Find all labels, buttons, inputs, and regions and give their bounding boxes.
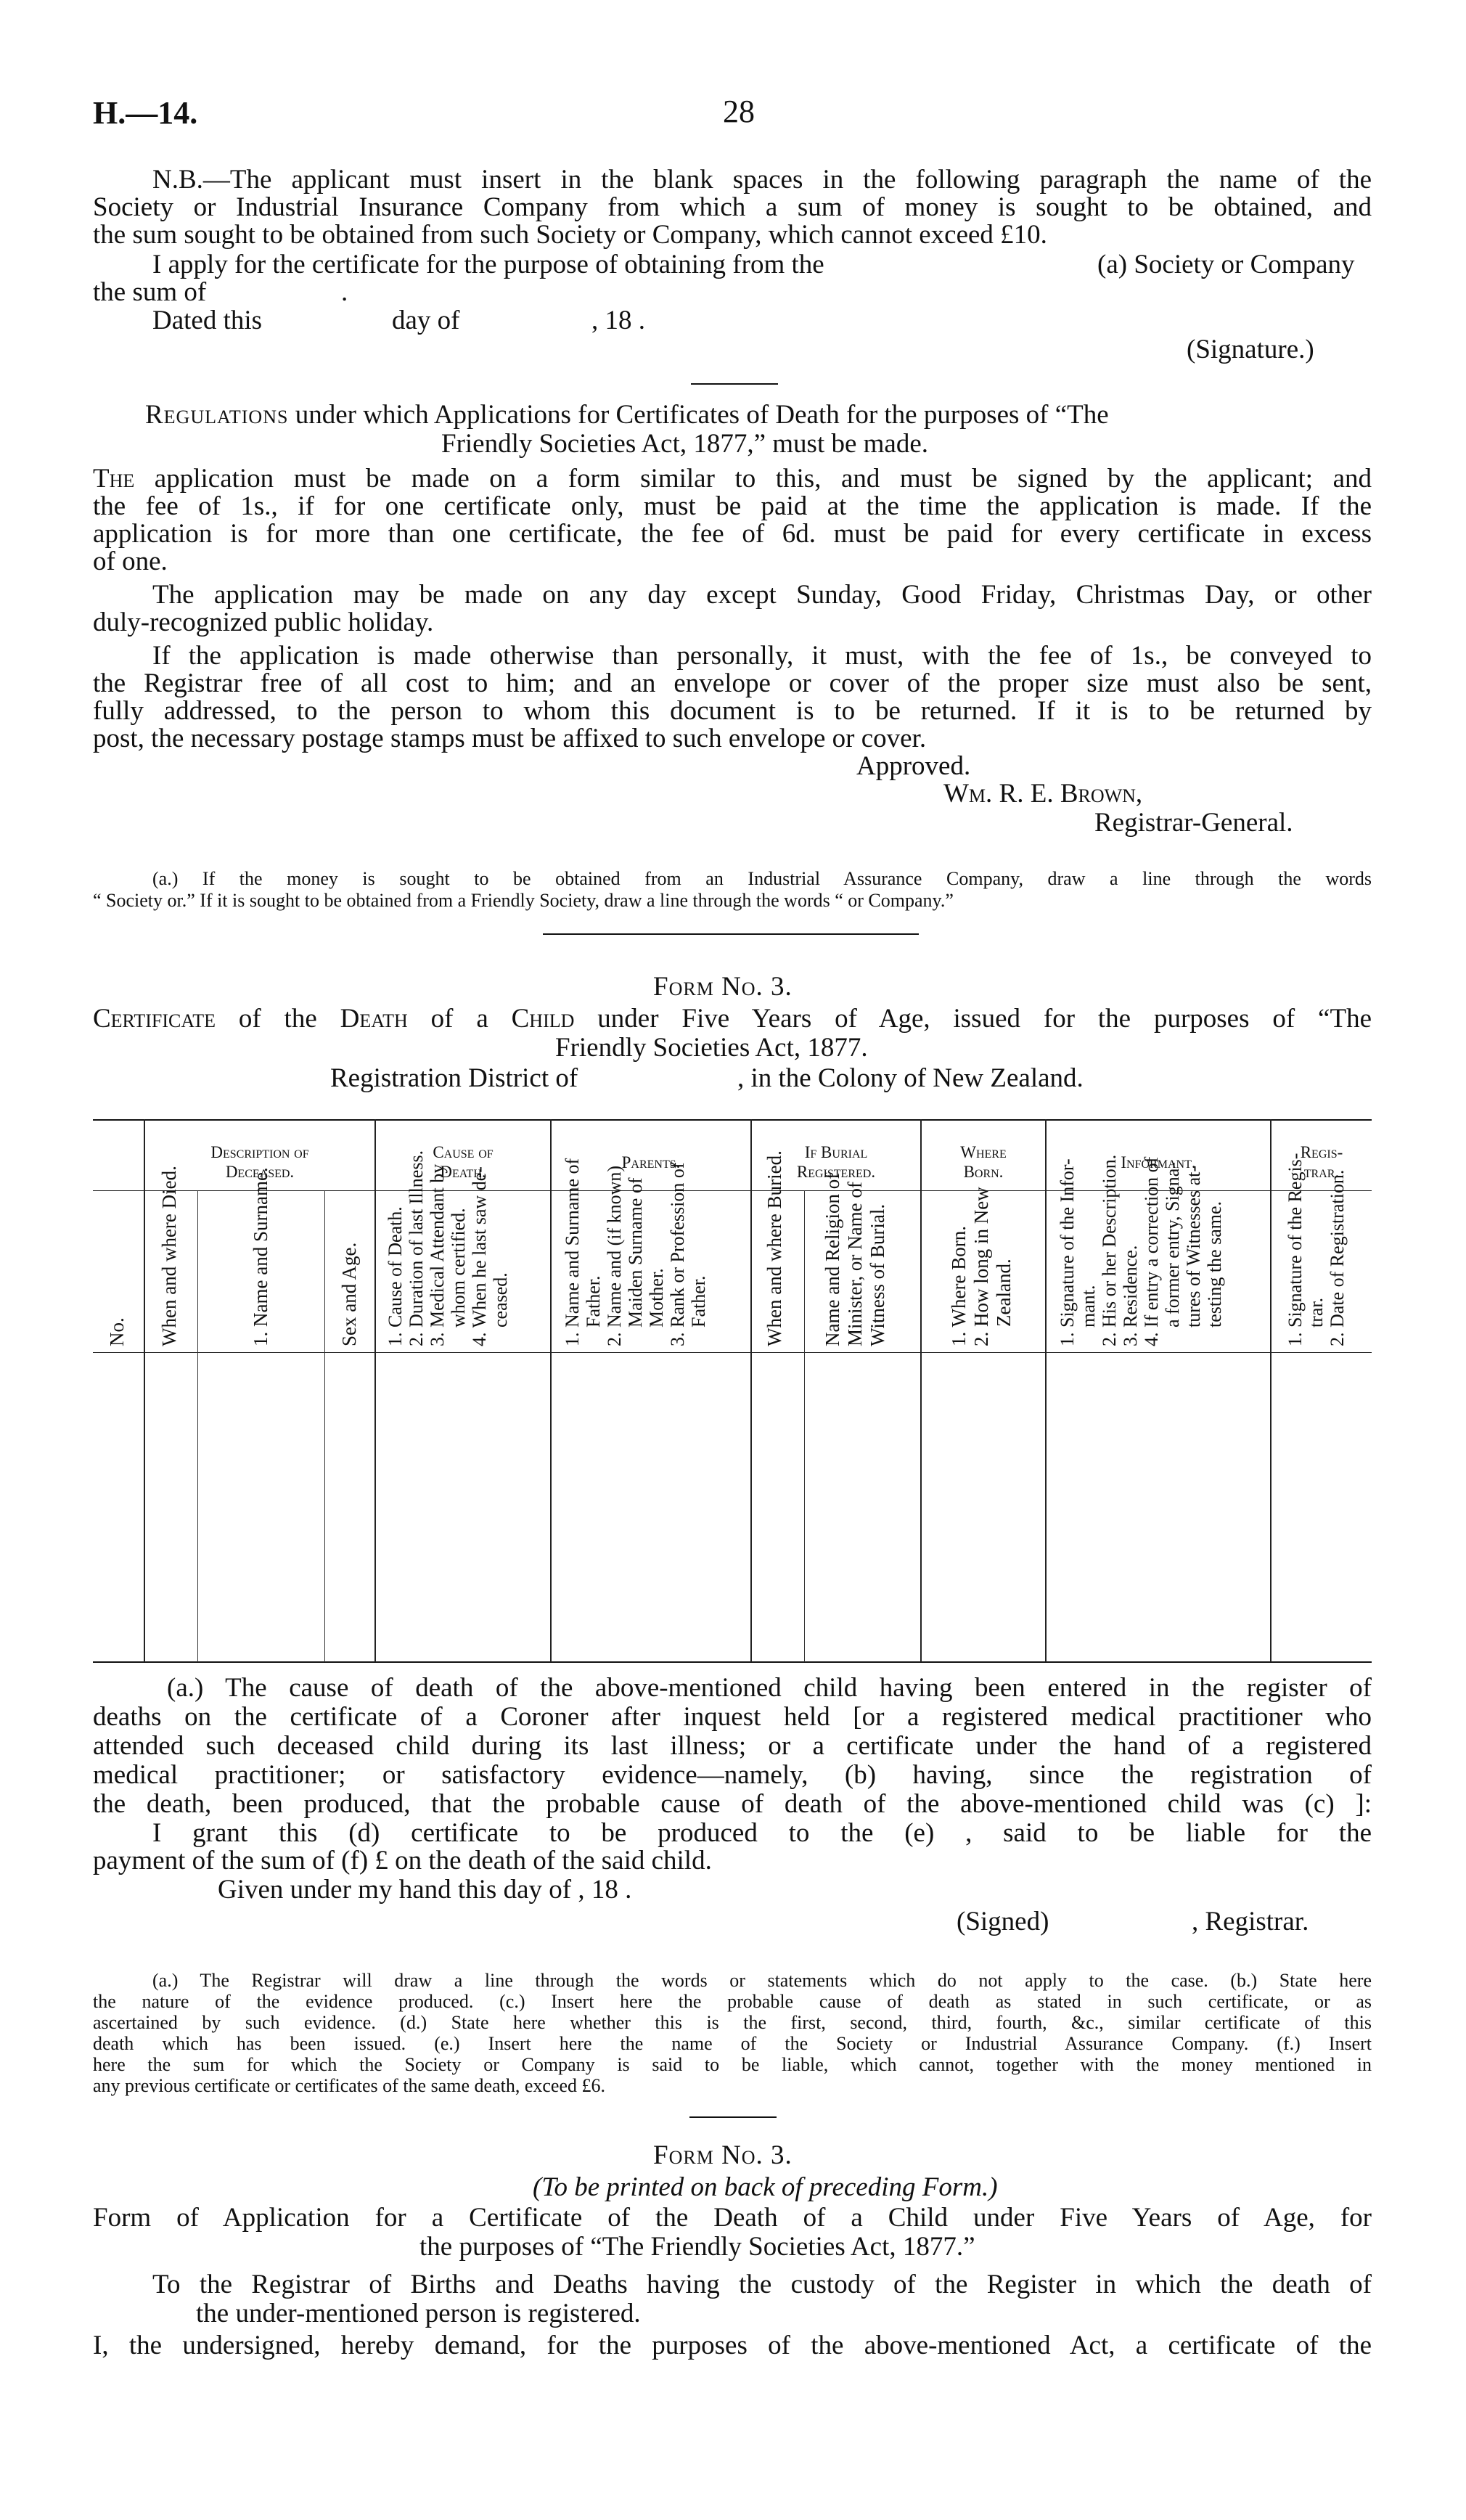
- reg-para3-line-2: the Registrar free of all cost to him; and an envelope or cover of the proper size must also be sent,: [93, 668, 1372, 698]
- table-subcol-rule: [324, 1190, 325, 1662]
- reg-para2-line-2: duly-recognized public holiday.: [93, 608, 434, 637]
- year-label: , 18 .: [591, 306, 645, 335]
- group-header-born: [922, 1142, 1045, 1182]
- page-header-ref: H.—14.: [93, 95, 198, 131]
- apply-line-1: I apply for the certificate for the purpose of obtaining from the: [152, 250, 824, 279]
- nb-line-3: the sum sought to be obtained from such Society or Company, which cannot exceed £10.: [93, 220, 1047, 250]
- approved-label: Approved.: [856, 751, 971, 781]
- table-col-rule: [550, 1119, 552, 1662]
- group-header-text: If Burial Registered.: [796, 1143, 876, 1181]
- reg-para2-line-1: The application may be made on any day except Sunday, Good Friday, Christmas Day, or other: [152, 580, 1372, 610]
- approver-name: Wm. R. E. Brown,: [943, 779, 1143, 809]
- table-subcol-rule: [197, 1190, 198, 1662]
- col-header-cause-of-death: 1. Cause of Death. 2. Duration of last Illness. 3. Medical Attendant by whom certified. 4. When he last saw de- ceased.: [385, 1150, 511, 1346]
- form3-title: Form No. 3.: [653, 972, 793, 1002]
- divider: [689, 2116, 777, 2118]
- form3b-app-line-1: Form of Application for a Certificate of the Death of a Child under Five Years of Age, for: [93, 2203, 1372, 2233]
- reg-para1-lead: The: [93, 464, 135, 494]
- divider: [691, 383, 778, 385]
- cert-body-line-4: medical practitioner; or satisfactory evidence—namely, (b) having, since the registration of: [93, 1760, 1372, 1790]
- apply-line-1-right: (a) Society or Company: [1097, 250, 1355, 279]
- col-header-when-where-buried: When and where Buried.: [763, 1150, 785, 1346]
- cert-body-line-3: attended such deceased child during its last illness; or a certificate under the hand of a registered: [93, 1731, 1372, 1761]
- table-header-rule: [93, 1352, 1372, 1353]
- table-col-rule: [374, 1119, 376, 1662]
- signature-label: (Signature.): [1187, 335, 1314, 364]
- table-top-rule: [93, 1119, 1372, 1121]
- cert-word: of a: [407, 1004, 512, 1034]
- cert-footnote-1: (a.) The Registrar will draw a line through the words or statements which do not apply to the case. (b.) State here: [152, 1970, 1372, 1991]
- reg-para1-line-2: the fee of 1s., if for one certificate only, must be paid at the time the application is made. If the: [93, 491, 1372, 521]
- form3b-app-line-2: the purposes of “The Friendly Societies Act, 1877.”: [419, 2232, 975, 2262]
- group-header-text: Where Born.: [960, 1143, 1007, 1181]
- reg-para3-line-3: fully addressed, to the person to whom this document is to be returned. If it is to be returned by: [93, 696, 1372, 726]
- cert-word: of the: [216, 1004, 340, 1034]
- grant-line: I grant this (d) certificate to be produced to the (e) , said to be liable for the: [152, 1818, 1372, 1848]
- day-of-label: day of: [392, 306, 460, 335]
- col-header-when-where-died: When and where Died.: [158, 1166, 180, 1346]
- reg-footnote-1: (a.) If the money is sought to be obtained from an Industrial Assurance Company, draw a line through the words: [152, 868, 1372, 889]
- form3-cert-line-2: Friendly Societies Act, 1877.: [555, 1033, 868, 1063]
- apply-line-2: the sum of: [93, 277, 207, 307]
- col-header-where-born: 1. Where Born. 2. How long in New Zealand.: [948, 1187, 1015, 1346]
- colony-label: , in the Colony of New Zealand.: [737, 1063, 1084, 1093]
- cert-footnote-4: death which has been issued. (e.) Insert here the name of the Society or Industrial Assurance Company. (f.) Insert: [93, 2033, 1372, 2054]
- cert-word-certificate: Certificate: [93, 1004, 216, 1034]
- form3-cert-line-1: [93, 1005, 1372, 1034]
- form3b-demand: I, the undersigned, hereby demand, for the purposes of the above-mentioned Act, a certificate of the: [93, 2331, 1372, 2360]
- apply-line-2-dot: .: [341, 277, 348, 307]
- reg-para1-line-4: of one.: [93, 547, 168, 576]
- cert-footnote-3: ascertained by such evidence. (d.) State here whether this is the first, second, third, fourth, &c., similar certificate of this: [93, 2012, 1372, 2033]
- cert-word: under Five Years of Age, issued for the purposes of “The: [574, 1004, 1372, 1034]
- form3b-to-line-1: To the Registrar of Births and Deaths having the custody of the Register in which the death of: [152, 2270, 1372, 2299]
- cert-body-line-2: deaths on the certificate of a Coroner after inquest held [or a registered medical practitioner who: [93, 1702, 1372, 1732]
- group-header-text: Informant.: [1121, 1153, 1196, 1171]
- reg-para3-line-1: If the application is made otherwise than personally, it must, with the fee of 1s., be conveyed to: [152, 641, 1372, 671]
- col-header-parents: 1. Name and Surname of Father. 2. Name and (if known) Maiden Surname of Mother. 3. Rank or Profession of Father.: [562, 1158, 709, 1346]
- table-col-rule: [750, 1119, 752, 1662]
- divider: [543, 933, 919, 935]
- regulations-heading-1: [145, 401, 1341, 430]
- nb-line-1: N.B.—The applicant must insert in the blank spaces in the following paragraph the name of the: [152, 165, 1372, 195]
- payment-line: payment of the sum of (f) £ on the death of the said child.: [93, 1846, 712, 1875]
- cert-word-death: Death: [340, 1004, 408, 1034]
- reg-para1-text: application must be made on a form similar to this, and must be signed by the applicant; and: [154, 464, 1372, 494]
- regulations-heading-text: under which Applications for Certificates of Death for the purposes of “The: [295, 400, 1109, 430]
- approver-title: Registrar-General.: [1094, 808, 1293, 838]
- group-header-text: Description of Deceased.: [210, 1143, 309, 1181]
- table-col-rule: [920, 1119, 922, 1662]
- cert-footnote-6: any previous certificate or certificates of the same death, exceed £6.: [93, 2075, 605, 2096]
- table-bottom-rule: [93, 1661, 1372, 1663]
- table-col-rule: [144, 1119, 145, 1662]
- col-header-sex-age: Sex and Age.: [338, 1242, 360, 1346]
- given-line: Given under my hand this day of , 18 .: [218, 1875, 632, 1905]
- group-header-text: Regis- trar.: [1300, 1143, 1343, 1181]
- registrar-label: , Registrar.: [1192, 1907, 1309, 1936]
- signed-label: (Signed): [957, 1907, 1049, 1936]
- table-subcol-rule: [804, 1190, 805, 1662]
- reg-para3-line-4: post, the necessary postage stamps must be affixed to such envelope or cover.: [93, 724, 927, 753]
- group-header-text: Parents.: [621, 1153, 681, 1171]
- col-header-no: No.: [106, 1317, 128, 1346]
- col-header-registrar: 1. Signature of the Regis- trar. 2. Date of Registration.: [1285, 1153, 1348, 1346]
- col-header-informant: 1. Signature of the Infor- mant. 2. His or her Description. 3. Residence. 4. If entry a correction of a former entry, Signa- tures of Witnesses at- testing the same.: [1057, 1154, 1225, 1346]
- cert-body-line-5: the death, been produced, that the probable cause of death of the above-mentioned child was (c) ]:: [93, 1789, 1372, 1819]
- reg-footnote-2: “ Society or.” If it is sought to be obtained from a Friendly Society, draw a line through the words “ or Company.”: [93, 890, 954, 911]
- cert-word-child: Child: [511, 1004, 575, 1034]
- cert-footnote-5: here the sum for which the Society or Company is said to be liable, which cannot, together with the money mentioned in: [93, 2054, 1372, 2075]
- col-header-name-surname: 1. Name and Surname.: [250, 1167, 271, 1346]
- table-col-rule: [1270, 1119, 1272, 1662]
- form3b-title: Form No. 3.: [653, 2140, 793, 2170]
- district-label: Registration District of: [330, 1063, 578, 1093]
- regulations-heading-2: Friendly Societies Act, 1877,” must be made.: [441, 429, 929, 459]
- nb-line-2: Society or Industrial Insurance Company from which a sum of money is sought to be obtained, and: [93, 192, 1372, 222]
- cert-footnote-2: the nature of the evidence produced. (c.) Insert here the probable cause of death as stated in such certificate, or as: [93, 1991, 1372, 2012]
- table-col-rule: [1045, 1119, 1047, 1662]
- cert-body-line-1: (a.) The cause of death of the above-mentioned child having been entered in the register of: [167, 1673, 1372, 1703]
- form3b-subtitle: (To be printed on back of preceding Form.): [533, 2172, 998, 2202]
- reg-para1-line-3: application is for more than one certificate, the fee of 6d. must be paid for every certificate in excess: [93, 519, 1372, 549]
- dated-label: Dated this: [152, 306, 263, 335]
- col-header-minister: Name and Religion of Minister, or Name of Witness of Burial.: [822, 1172, 888, 1346]
- regulations-lead: Regulations: [145, 400, 289, 430]
- group-header-text: Cause of Death.: [433, 1143, 494, 1181]
- reg-para1-line-1: [93, 465, 1372, 494]
- page-number: 28: [723, 94, 755, 129]
- form3b-to-line-2: the under-mentioned person is registered.: [196, 2299, 641, 2328]
